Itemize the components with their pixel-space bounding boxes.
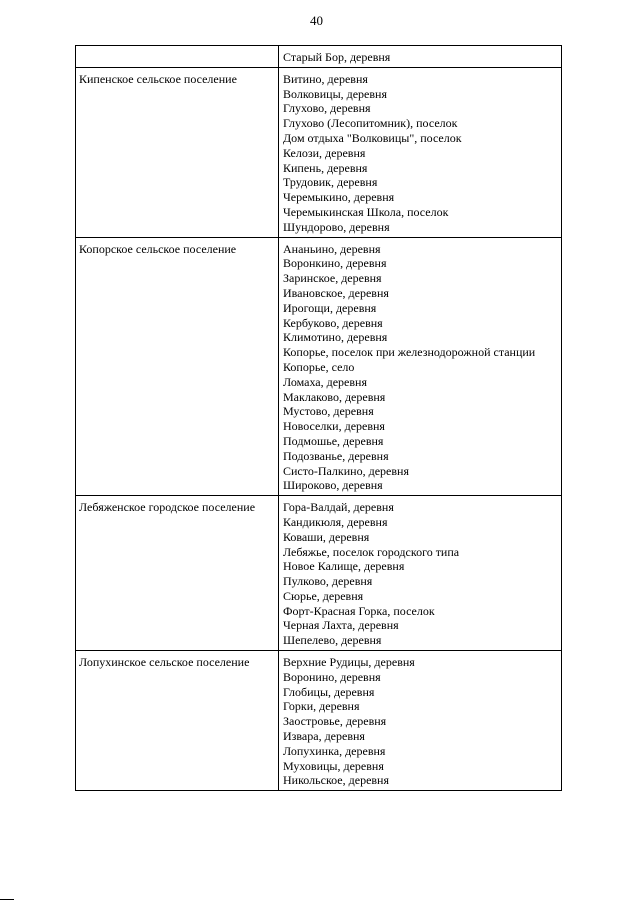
- places-cell: [279, 651, 562, 791]
- place-item: Лопухинка, деревня: [283, 743, 386, 758]
- table-row: [76, 67, 562, 237]
- place-item: Форт-Красная Горка, поселок: [283, 603, 435, 618]
- place-item: Кипень, деревня: [283, 160, 368, 175]
- place-item: Волковицы, деревня: [283, 86, 387, 101]
- place-item: Извара, деревня: [283, 729, 365, 744]
- place-item: Пулково, деревня: [283, 574, 373, 589]
- settlement-name-cell: Лопухинское сельское поселение: [76, 651, 279, 791]
- place-item: Глухово, деревня: [283, 101, 371, 116]
- page-number: 40: [310, 13, 323, 28]
- place-item: Заринское, деревня: [283, 271, 382, 286]
- settlement-name-cell: Лебяженское городское поселение: [76, 496, 279, 651]
- place-item: Черемыкинская Школа, поселок: [283, 204, 449, 219]
- place-item: Кандикюля, деревня: [283, 514, 388, 529]
- place-item: Маклаково, деревня: [283, 389, 386, 404]
- place-item: Коваши, деревня: [283, 529, 370, 544]
- place-item: Систо-Палкино, деревня: [283, 463, 409, 478]
- place-item: Ивановское, деревня: [283, 285, 389, 300]
- place-item: Мустово, деревня: [283, 404, 374, 419]
- table-body: [76, 46, 562, 791]
- place-item: Сюрье, деревня: [283, 588, 364, 603]
- place-item: Горки, деревня: [283, 699, 360, 714]
- place-item: Широково, деревня: [283, 478, 383, 493]
- place-item: Ананьино, деревня: [283, 241, 381, 256]
- table-row: [76, 496, 562, 651]
- place-item: Копорье, поселок при железнодорожной станции: [283, 345, 536, 360]
- place-item: Новоселки, деревня: [283, 419, 385, 434]
- place-item: Подозванье, деревня: [283, 448, 389, 463]
- settlements-table: [75, 45, 562, 791]
- place-item: Лебяжье, поселок городского типа: [283, 544, 460, 559]
- place-item: Трудовик, деревня: [283, 175, 378, 190]
- place-item: Никольское, деревня: [283, 773, 389, 788]
- place-item: Дом отдыха "Волковицы", поселок: [283, 130, 462, 145]
- places-cell: [279, 46, 562, 68]
- place-item: Копорье, село: [283, 359, 355, 374]
- place-item: Воронино, деревня: [283, 669, 381, 684]
- places-cell: [279, 496, 562, 651]
- place-item: Кербуково, деревня: [283, 315, 383, 330]
- places-cell: [279, 67, 562, 237]
- place-item: Климотино, деревня: [283, 330, 388, 345]
- place-item: Верхние Рудицы, деревня: [283, 655, 415, 670]
- place-item: Витино, деревня: [283, 71, 368, 86]
- place-item: Воронкино, деревня: [283, 256, 387, 271]
- place-item: Новое Калище, деревня: [283, 559, 405, 574]
- place-item: Черная Лахта, деревня: [283, 618, 399, 633]
- place-item: Ломаха, деревня: [283, 374, 367, 389]
- place-item: Шундорово, деревня: [283, 219, 390, 234]
- table-row: [76, 651, 562, 791]
- place-item: Келози, деревня: [283, 145, 366, 160]
- settlement-name-cell: [76, 46, 279, 68]
- place-item: Глобицы, деревня: [283, 684, 375, 699]
- place-item: Шепелево, деревня: [283, 633, 382, 648]
- place-item: Муховицы, деревня: [283, 758, 384, 773]
- settlement-name-cell: Копорское сельское поселение: [76, 237, 279, 496]
- place-item: Старый Бор, деревня: [283, 50, 391, 64]
- place-item: Глухово (Лесопитомник), поселок: [283, 116, 458, 131]
- places-cell: [279, 237, 562, 496]
- page-edge-mark: [0, 899, 14, 900]
- place-item: Заостровье, деревня: [283, 714, 387, 729]
- place-item: Черемыкино, деревня: [283, 190, 395, 205]
- table-row: [76, 46, 562, 68]
- place-item: Ирогощи, деревня: [283, 300, 377, 315]
- place-item: Подмошье, деревня: [283, 433, 384, 448]
- settlement-name-cell: Кипенское сельское поселение: [76, 67, 279, 237]
- table-row: [76, 237, 562, 496]
- place-item: Гора-Валдай, деревня: [283, 500, 394, 515]
